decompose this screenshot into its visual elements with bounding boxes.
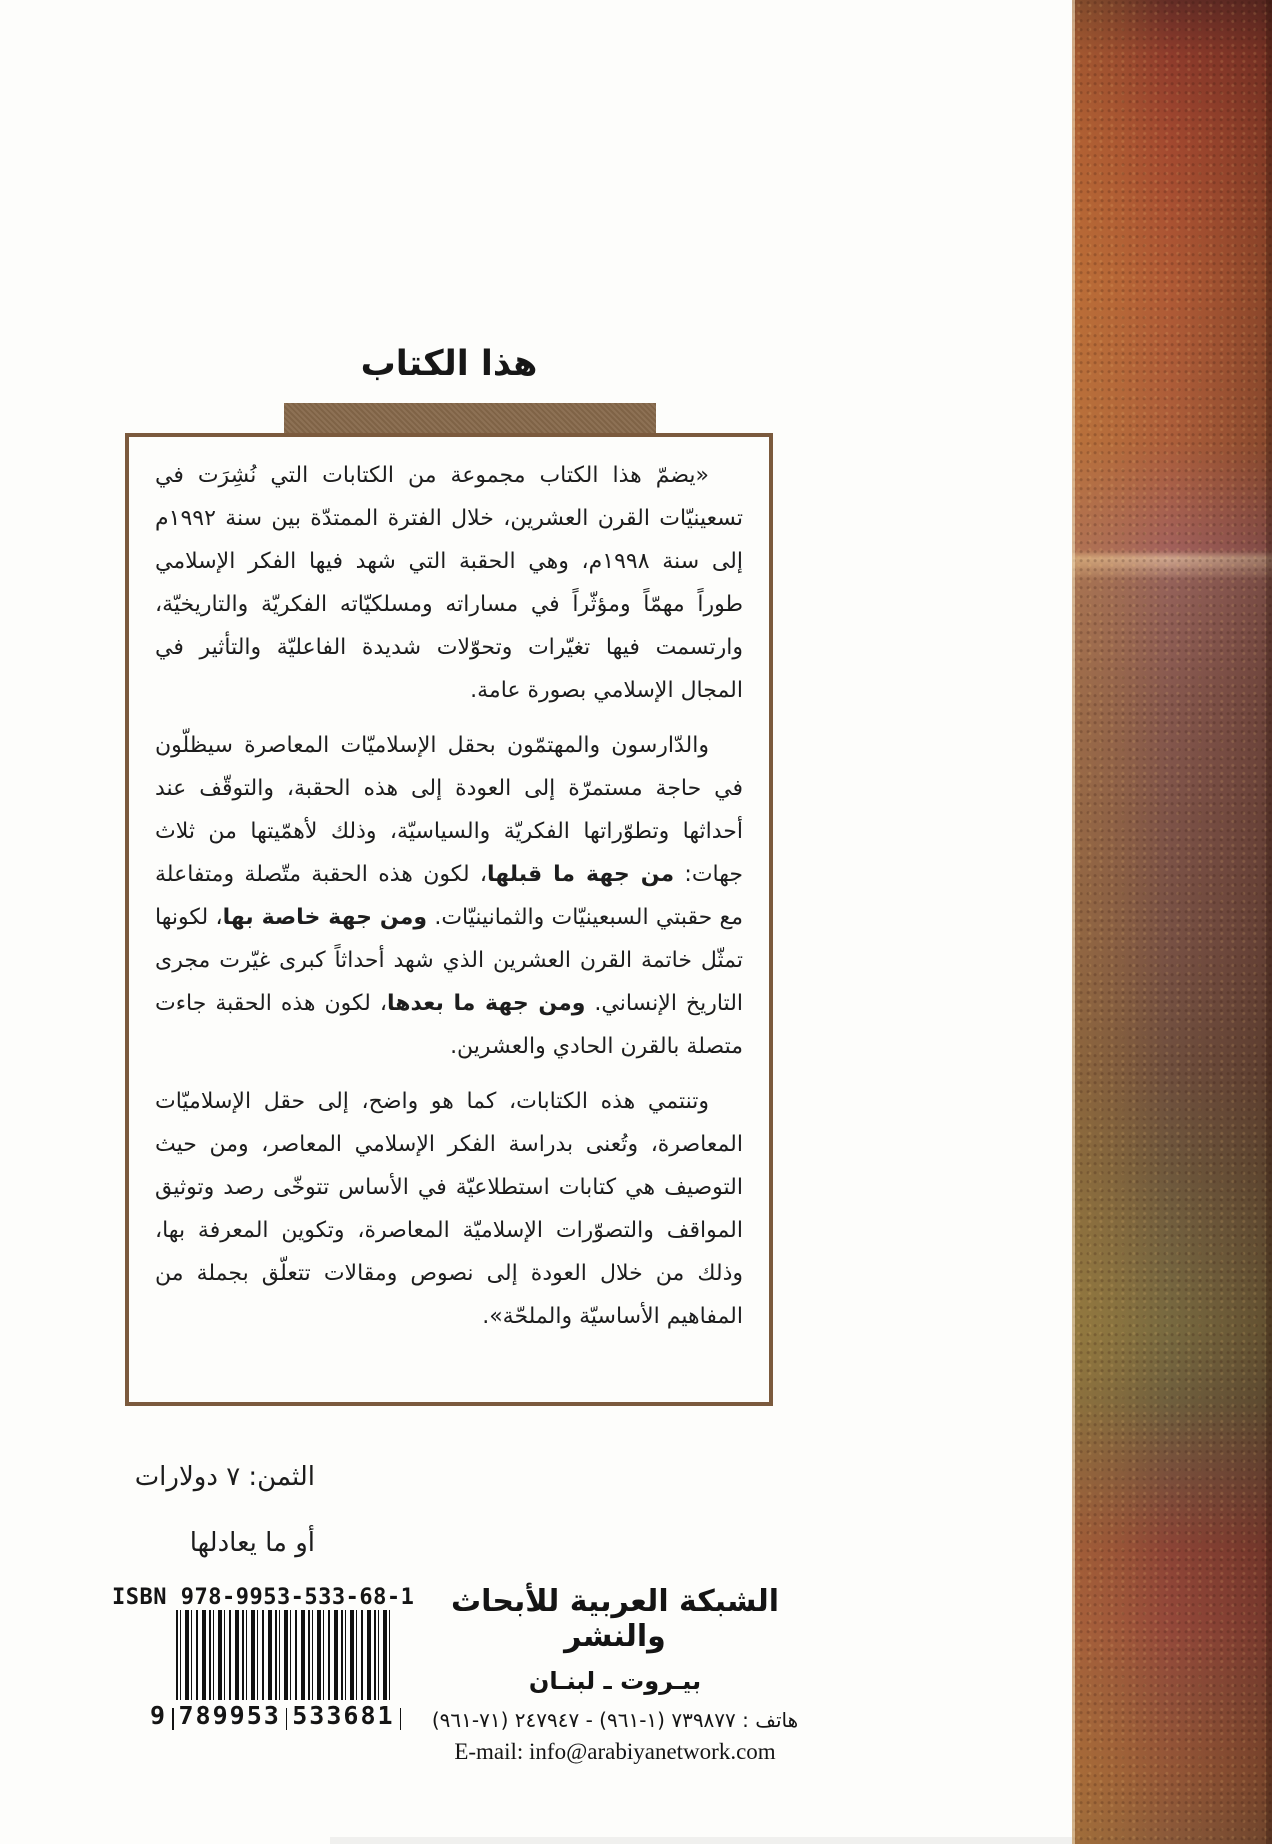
- publisher-email: E-mail: info@arabiyanetwork.com: [454, 1739, 776, 1764]
- text-run: ، لكونها تمثّل خاتمة القرن العشرين الذي شهد أحداثاً كبرى غيّرت مجرى التاريخ الإنساني.: [155, 905, 744, 1016]
- text-run: ، لكون هذه الحقبة متّصلة ومتفاعلة مع حقبتي السبعينيّات والثمانينيّات.: [155, 862, 743, 930]
- text-run: والدّارسون والمهتمّون بحقل الإسلاميّات المعاصرة سيظلّون في حاجة مستمرّة إلى العودة إلى هذه الحقبة، والتوقّف عند أحداثها وتطوّراتها الفكريّة والسياسيّة، وذلك لأهمّيتها من ثلاث جهات:: [155, 733, 743, 887]
- price-block: [115, 1444, 315, 1576]
- description-box: [125, 433, 773, 1406]
- barcode: [150, 1610, 406, 1730]
- publisher-phone: هاتف : ٧٣٩٨٧٧ (١-٩٦١) - ٢٤٧٩٤٧ (٧١-٩٦١): [431, 1708, 799, 1732]
- text-run: «يضمّ هذا الكتاب مجموعة من الكتابات التي نُشِرَت في تسعينيّات القرن العشرين، خلال الفترة الممتدّة بين سنة ١٩٩٢م إلى سنة ١٩٩٨م، وهي الحقبة التي شهد فيها الفكر الإسلامي طوراً مهمّاً ومؤثّراً في مساراته ومسلكيّاته الفكريّة والتاريخيّة، وارتسمت فيها تغيّرات وتحوّلات شديدة الفاعليّة والتأثير في المجال الإسلامي بصورة عامة.: [155, 463, 743, 703]
- barcode-bars: [176, 1610, 390, 1700]
- title-underline-bar: [284, 403, 656, 433]
- barcode-digit-group: 789953: [178, 1701, 281, 1730]
- publisher-name: الشبكة العربية للأبحاث والنشر: [450, 1584, 780, 1654]
- barcode-guard-bar: [172, 1708, 173, 1730]
- text-run: ، لكون هذه الحقبة جاءت متصلة بالقرن الحادي والعشرين.: [155, 991, 743, 1059]
- text-run-bold: من جهة ما قبلها: [486, 862, 675, 887]
- page-title: هذا الكتاب: [360, 344, 538, 384]
- paragraph-3: [155, 1080, 743, 1338]
- text-run: وتنتمي هذه الكتابات، كما هو واضح، إلى حقل الإسلاميّات المعاصرة، وتُعنى بدراسة الفكر الإسلامي المعاصر، ومن حيث التوصيف هي كتابات استطلاعيّة في الأساس تتوخّى رصد وتوثيق المواقف والتصوّرات الإسلاميّة المعاصرة، وتكوين المعرفة بها، وذلك من خلال العودة إلى نصوص ومقالات تتعلّق بجملة من المفاهيم الأساسيّة والملحّة».: [155, 1089, 743, 1329]
- paragraph-1: [155, 454, 743, 712]
- paragraph-2: [155, 724, 743, 1068]
- publisher-block: [395, 1584, 835, 1765]
- bottom-edge-shadow: [330, 1837, 1072, 1844]
- cover-art-strip: [1072, 0, 1272, 1844]
- publisher-city: بيـروت ـ لبنـان: [528, 1667, 702, 1695]
- barcode-digits: [150, 1701, 406, 1730]
- barcode-digit-group: 533681: [292, 1701, 395, 1730]
- isbn-label: ISBN 978-9953-533-68-1: [112, 1585, 415, 1610]
- barcode-digit-group: 9: [150, 1701, 168, 1730]
- text-run-bold: ومن جهة ما بعدها: [386, 991, 586, 1016]
- price-line-1: الثمن: ٧ دولارات: [134, 1462, 315, 1492]
- text-run-bold: ومن جهة خاصة بها: [222, 905, 428, 930]
- barcode-guard-bar: [286, 1708, 287, 1730]
- price-line-2: أو ما يعادلها: [189, 1528, 315, 1558]
